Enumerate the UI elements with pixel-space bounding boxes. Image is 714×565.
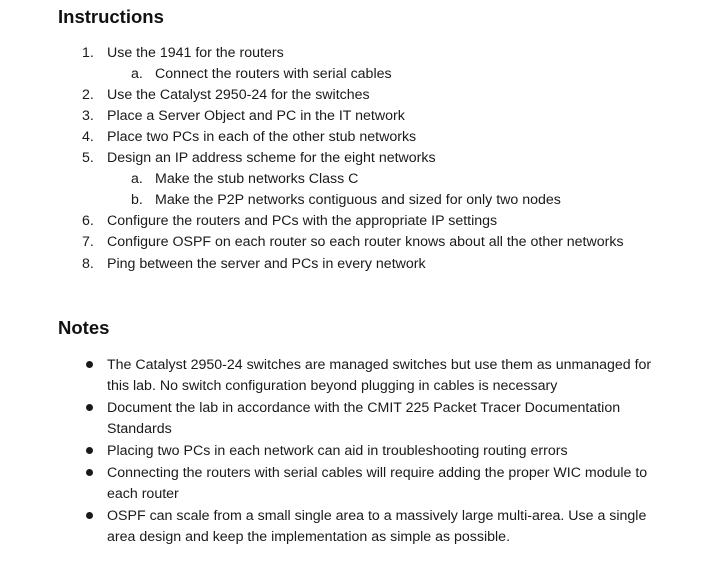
instructions-heading: Instructions: [58, 6, 164, 27]
bullet-icon: [86, 512, 93, 519]
list-number: 1.: [82, 45, 94, 61]
instruction-item: Configure OSPF on each router so each router knows about all the other networks: [107, 234, 624, 250]
note-line: OSPF can scale from a small single area to a massively large multi-area. Use a single: [107, 508, 647, 524]
note-line: Document the lab in accordance with the CMIT 225 Packet Tracer Documentation: [107, 400, 621, 416]
instruction-item: Place a Server Object and PC in the IT network: [107, 108, 405, 124]
notes-heading: Notes: [58, 317, 110, 338]
instruction-item: Use the 1941 for the routers: [107, 45, 284, 61]
instruction-subitem: Make the stub networks Class C: [155, 171, 359, 187]
list-sub-letter: a.: [131, 66, 143, 82]
instruction-item: Use the Catalyst 2950-24 for the switches: [107, 87, 370, 103]
list-number: 7.: [82, 234, 94, 250]
list-number: 8.: [82, 256, 94, 272]
note-line: Standards: [107, 421, 172, 437]
list-number: 5.: [82, 150, 94, 166]
note-line: Connecting the routers with serial cables will require adding the proper WIC module to: [107, 465, 648, 481]
instruction-subitem: Connect the routers with serial cables: [155, 66, 392, 82]
bullet-icon: [86, 404, 93, 411]
list-number: 2.: [82, 87, 94, 103]
list-number: 6.: [82, 213, 94, 229]
instruction-item: Place two PCs in each of the other stub networks: [107, 129, 417, 145]
bullet-icon: [86, 469, 93, 476]
bullet-icon: [86, 447, 93, 454]
instruction-item: Design an IP address scheme for the eight networks: [107, 150, 436, 166]
instruction-item: Ping between the server and PCs in every network: [107, 256, 426, 272]
note-line: each router: [107, 486, 179, 502]
note-line: Placing two PCs in each network can aid in troubleshooting routing errors: [107, 443, 568, 459]
list-number: 3.: [82, 108, 94, 124]
bullet-icon: [86, 361, 93, 368]
list-sub-letter: b.: [131, 192, 143, 208]
list-sub-letter: a.: [131, 171, 143, 187]
list-number: 4.: [82, 129, 94, 145]
instruction-item: Configure the routers and PCs with the appropriate IP settings: [107, 213, 498, 229]
instruction-subitem: Make the P2P networks contiguous and sized for only two nodes: [155, 192, 561, 208]
note-line: The Catalyst 2950-24 switches are managed switches but use them as unmanaged for: [107, 357, 652, 373]
note-line: this lab. No switch configuration beyond plugging in cables is necessary: [107, 378, 558, 394]
note-line: area design and keep the implementation as simple as possible.: [107, 529, 511, 545]
